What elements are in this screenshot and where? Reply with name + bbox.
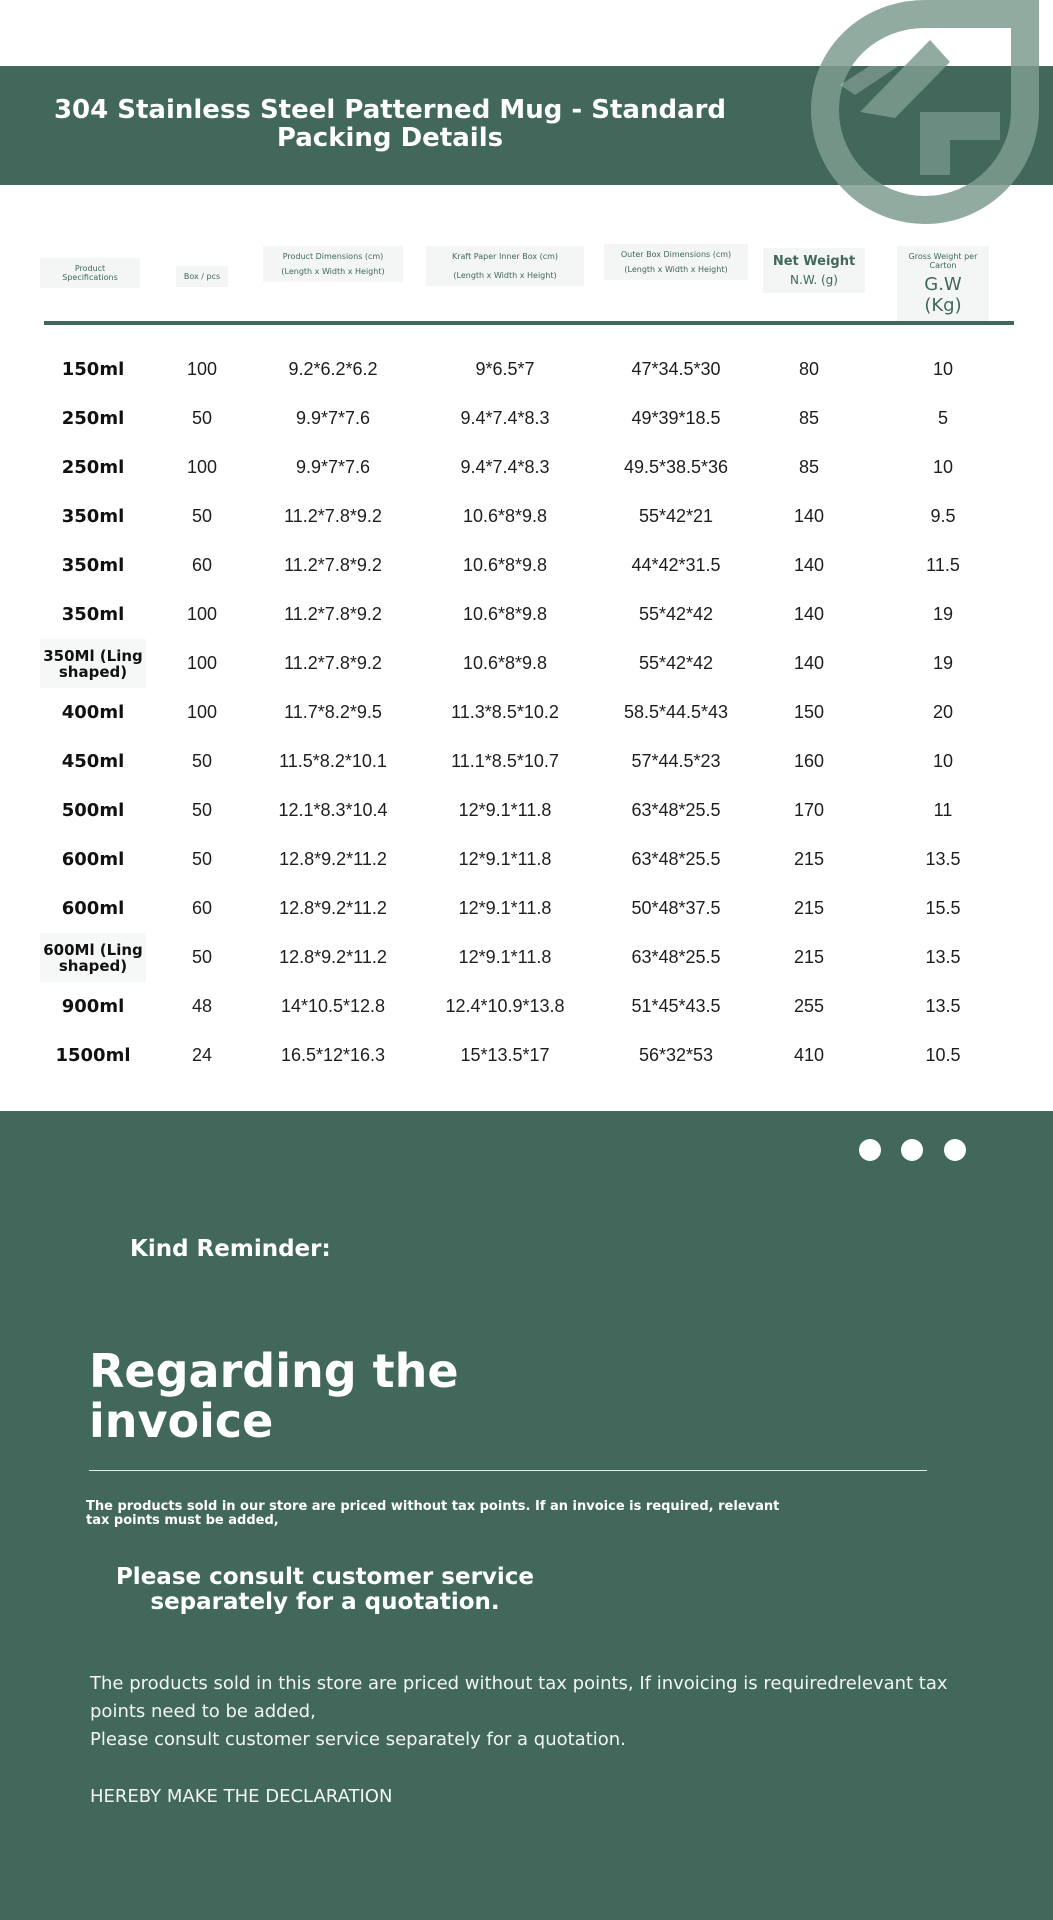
cell-outer: 63*48*25.5 — [631, 800, 721, 820]
cell-product: 11.2*7.8*9.2 — [284, 653, 382, 673]
cell-nw: 215 — [793, 898, 825, 918]
cell-outer: 47*34.5*30 — [631, 359, 721, 379]
cell-box: 50 — [191, 408, 213, 428]
cell-gw: 20 — [932, 702, 954, 722]
cell-nw: 140 — [793, 506, 825, 526]
cell-box: 50 — [191, 506, 213, 526]
cell-spec: 400ml — [61, 702, 125, 723]
cell-product: 16.5*12*16.3 — [280, 1045, 386, 1065]
cell-inner: 10.6*8*9.8 — [462, 653, 548, 673]
cell-spec: 450ml — [61, 751, 125, 772]
cell-inner: 12.4*10.9*13.8 — [445, 996, 565, 1016]
cell-inner: 9.4*7.4*8.3 — [460, 408, 550, 428]
invoice-heading: Regarding the invoice — [89, 1344, 459, 1448]
cell-nw: 160 — [793, 751, 825, 771]
cell-gw: 10 — [932, 359, 954, 379]
cell-outer: 44*42*31.5 — [631, 555, 721, 575]
cell-nw: 215 — [793, 849, 825, 869]
table-row — [0, 394, 1053, 443]
cell-gw: 10 — [932, 457, 954, 477]
cell-outer: 55*42*21 — [638, 506, 714, 526]
cell-product: 12.8*9.2*11.2 — [279, 898, 387, 918]
table-row — [0, 786, 1053, 835]
cell-box: 50 — [191, 947, 213, 967]
cell-spec: 350Ml (Ling shaped) — [40, 639, 146, 688]
cell-nw: 85 — [798, 408, 820, 428]
cell-product: 11.2*7.8*9.2 — [284, 604, 382, 624]
cell-box: 100 — [186, 653, 218, 673]
cell-inner: 11.1*8.5*10.7 — [451, 751, 559, 771]
table-row — [0, 835, 1053, 884]
dot-icon — [901, 1139, 923, 1161]
cell-inner: 12*9.1*11.8 — [458, 849, 552, 869]
cell-product: 14*10.5*12.8 — [280, 996, 386, 1016]
cell-spec: 500ml — [61, 800, 125, 821]
cell-nw: 150 — [793, 702, 825, 722]
header-spec: Product Specifications — [40, 258, 140, 288]
table-row — [0, 541, 1053, 590]
cell-gw: 13.5 — [925, 947, 961, 967]
table-row — [0, 492, 1053, 541]
cell-gw: 11 — [933, 800, 953, 820]
table-row — [0, 884, 1053, 933]
cell-outer: 51*45*43.5 — [631, 996, 721, 1016]
cell-spec: 150ml — [61, 359, 125, 380]
cell-spec: 900ml — [61, 996, 125, 1017]
table-row — [0, 688, 1053, 737]
kind-reminder-label: Kind Reminder: — [130, 1236, 331, 1262]
cell-spec: 600Ml (Ling shaped) — [40, 933, 146, 982]
cell-gw: 5 — [937, 408, 948, 428]
cell-box: 24 — [191, 1045, 213, 1065]
cell-product: 11.2*7.8*9.2 — [284, 555, 382, 575]
cell-spec: 350ml — [61, 555, 125, 576]
cell-nw: 140 — [793, 653, 825, 673]
cell-inner: 11.3*8.5*10.2 — [451, 702, 559, 722]
cell-inner: 12*9.1*11.8 — [458, 898, 552, 918]
cell-box: 100 — [186, 604, 218, 624]
cell-product: 9.9*7*7.6 — [295, 457, 371, 477]
cell-box: 50 — [191, 849, 213, 869]
header-gross-weight: Gross Weight per Carton G.W (Kg) — [890, 246, 996, 322]
cell-gw: 19 — [932, 604, 954, 624]
cell-spec: 600ml — [61, 898, 125, 919]
header-outer-box: Outer Box Dimensions (cm) (Length x Width x Height) — [603, 244, 749, 280]
cell-inner: 12*9.1*11.8 — [458, 947, 552, 967]
cell-outer: 63*48*25.5 — [631, 849, 721, 869]
table-row — [0, 933, 1053, 982]
cell-outer: 50*48*37.5 — [631, 898, 721, 918]
cell-spec: 250ml — [61, 408, 125, 429]
cell-outer: 58.5*44.5*43 — [623, 702, 729, 722]
cell-product: 11.2*7.8*9.2 — [284, 506, 382, 526]
invoice-paragraph — [90, 1670, 970, 1754]
cell-inner: 10.6*8*9.8 — [462, 555, 548, 575]
table-row — [0, 345, 1053, 394]
cell-spec: 350ml — [61, 506, 125, 527]
cell-gw: 10 — [932, 751, 954, 771]
cell-outer: 55*42*42 — [638, 653, 714, 673]
cell-product: 12.1*8.3*10.4 — [278, 800, 388, 820]
table-row — [0, 737, 1053, 786]
dot-icon — [859, 1139, 881, 1161]
table-row — [0, 1031, 1053, 1080]
cell-spec: 600ml — [61, 849, 125, 870]
cell-gw: 11.5 — [926, 555, 960, 575]
cell-outer: 56*32*53 — [638, 1045, 714, 1065]
cell-inner: 10.6*8*9.8 — [462, 604, 548, 624]
leaf-logo-icon — [800, 0, 1053, 225]
cell-inner: 12*9.1*11.8 — [458, 800, 552, 820]
cell-nw: 80 — [798, 359, 820, 379]
header-inner-box: Kraft Paper Inner Box (cm) (Length x Width x Height) — [425, 246, 585, 286]
cell-outer: 49*39*18.5 — [631, 408, 721, 428]
cell-product: 9.9*7*7.6 — [295, 408, 371, 428]
table-row — [0, 639, 1053, 688]
cell-spec: 250ml — [61, 457, 125, 478]
cell-nw: 85 — [798, 457, 820, 477]
cell-nw: 410 — [793, 1045, 825, 1065]
cell-gw: 13.5 — [925, 996, 961, 1016]
table-row — [0, 590, 1053, 639]
cell-nw: 255 — [793, 996, 825, 1016]
cell-gw: 9.5 — [930, 506, 956, 526]
cell-product: 11.5*8.2*10.1 — [279, 751, 387, 771]
header-net-weight: Net Weight N.W. (g) — [763, 248, 865, 293]
cell-inner: 9.4*7.4*8.3 — [460, 457, 550, 477]
cell-nw: 140 — [793, 604, 825, 624]
cell-product: 12.8*9.2*11.2 — [279, 947, 387, 967]
cell-outer: 55*42*42 — [638, 604, 714, 624]
cell-gw: 13.5 — [925, 849, 961, 869]
consult-callout: Please consult customer service separately for a quotation. — [115, 1564, 535, 1615]
cell-box: 100 — [186, 457, 218, 477]
table-row — [0, 982, 1053, 1031]
cell-product: 11.7*8.2*9.5 — [284, 702, 382, 722]
cell-box: 48 — [191, 996, 213, 1016]
cell-gw: 15.5 — [925, 898, 961, 918]
invoice-paragraph-line-2: Please consult customer service separately for a quotation. — [90, 1729, 626, 1750]
invoice-paragraph-line-1: The products sold in this store are priced without tax points, If invoicing is requiredrelevant tax points need to be added, — [90, 1673, 948, 1722]
tax-note: The products sold in our store are priced without tax points. If an invoice is required, relevant tax points must be added, — [86, 1499, 780, 1528]
cell-box: 60 — [191, 898, 213, 918]
header-box: Box / pcs — [157, 264, 247, 287]
table-row — [0, 443, 1053, 492]
cell-product: 9.2*6.2*6.2 — [288, 359, 378, 379]
cell-gw: 10.5 — [925, 1045, 961, 1065]
cell-inner: 9*6.5*7 — [475, 359, 535, 379]
cell-box: 60 — [191, 555, 213, 575]
cell-inner: 10.6*8*9.8 — [462, 506, 548, 526]
cell-gw: 19 — [932, 653, 954, 673]
declaration: HEREBY MAKE THE DECLARATION — [90, 1786, 393, 1807]
cell-box: 100 — [186, 359, 218, 379]
section-divider — [89, 1470, 927, 1471]
cell-spec: 1500ml — [55, 1045, 131, 1066]
cell-outer: 57*44.5*23 — [631, 751, 721, 771]
cell-inner: 15*13.5*17 — [460, 1045, 550, 1065]
cell-nw: 140 — [793, 555, 825, 575]
cell-outer: 49.5*38.5*36 — [623, 457, 729, 477]
cell-box: 50 — [191, 800, 213, 820]
cell-product: 12.8*9.2*11.2 — [279, 849, 387, 869]
cell-nw: 215 — [793, 947, 825, 967]
cell-outer: 63*48*25.5 — [631, 947, 721, 967]
header-product-dimensions: Product Dimensions (cm) (Length x Width x Height) — [262, 246, 404, 282]
cell-box: 100 — [186, 702, 218, 722]
dot-icon — [944, 1139, 966, 1161]
cell-nw: 170 — [793, 800, 825, 820]
header-divider — [44, 321, 1014, 325]
page-title: 304 Stainless Steel Patterned Mug - Standard Packing Details — [53, 95, 727, 153]
cell-spec: 350ml — [61, 604, 125, 625]
cell-box: 50 — [191, 751, 213, 771]
